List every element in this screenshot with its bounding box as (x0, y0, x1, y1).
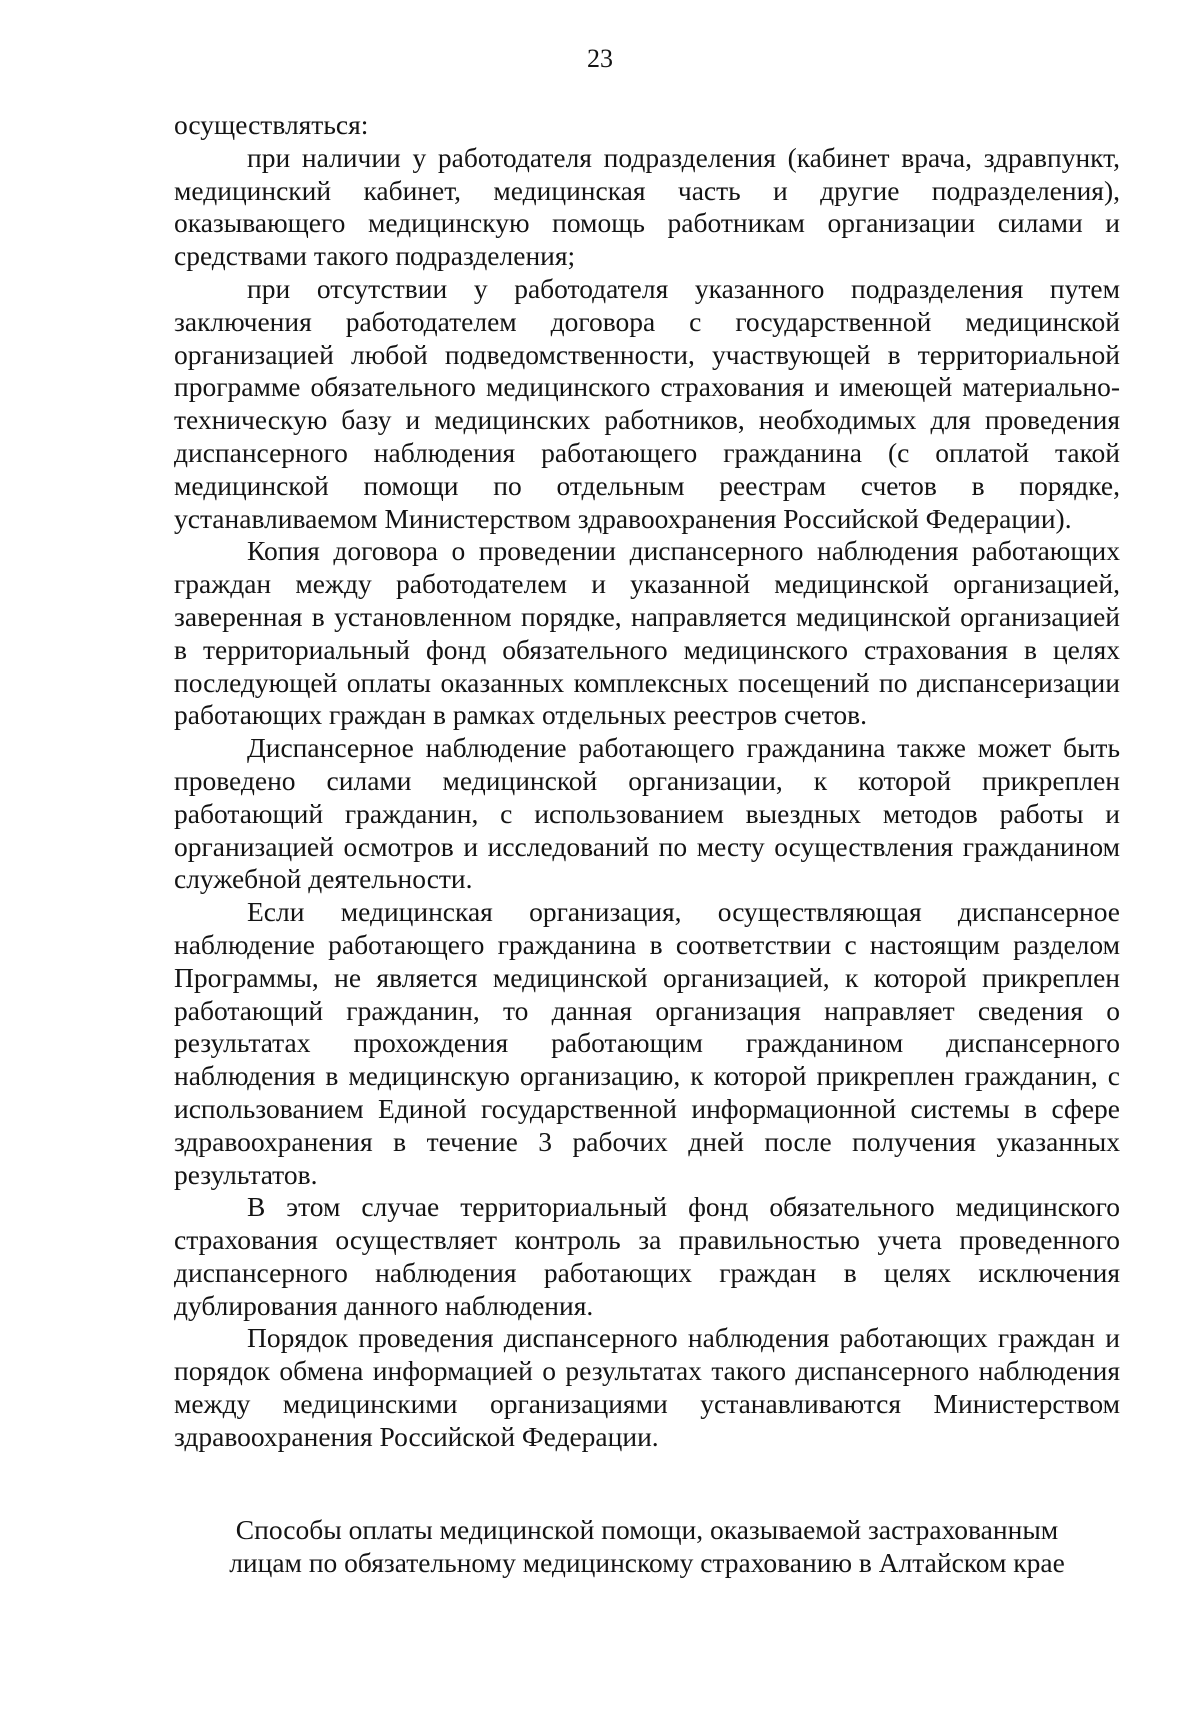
section-heading (174, 1513, 1120, 1579)
body-text (174, 109, 1120, 1454)
paragraph-contract-copy: Копия договора о проведении диспансерного наблюдения работающих граждан между работодателем и указанной медицинской организацией, заверенная в установленном порядке, направляется медицинской организацией в территориальный фонд обязательного медицинского страхования в целях последующей оплаты оказанных комплексных посещений по диспансеризации работающих граждан в рамках отдельных реестров счетов. (174, 535, 1120, 731)
paragraph-fund-control: В этом случае территориальный фонд обязательного медицинского страхования осуществляет контроль за правильностью учета проведенного диспансерного наблюдения работающих граждан в целях исключения дублирования данного наблюдения. (174, 1191, 1120, 1321)
paragraph-continuation: осуществляться: (174, 109, 369, 140)
paragraph-information-transfer: Если медицинская организация, осуществляющая диспансерное наблюдение работающего гражданина в соответствии с настоящим разделом Программы, не является медицинской организацией, к которой прикреплен работающий гражданин, то данная организация направляет сведения о результатах прохождения работающим гражданином диспансерного наблюдения в медицинскую организацию, к которой прикреплен гражданин, с использованием Единой государственной информационной системы в сфере здравоохранения в течение 3 рабочих дней после получения указанных результатов. (174, 896, 1120, 1190)
section-heading-line-1: Способы оплаты медицинской помощи, оказываемой застрахованным (235, 1514, 1059, 1545)
paragraph-with-department: при наличии у работодателя подразделения (кабинет врача, здравпункт, медицинский кабинет, медицинская часть и другие подразделения), оказывающего медицинскую помощь работникам организации силами и средствами такого подразделения; (174, 141, 1120, 272)
paragraph-attached-organization: Диспансерное наблюдение работающего гражданина также может быть проведено силами медицинской организации, к которой прикреплен работающий гражданин, с использованием выездных методов работы и организацией осмотров и исследований по месту осуществления гражданином служебной деятельности. (174, 732, 1120, 895)
paragraph-without-department: при отсутствии у работодателя указанного подразделения путем заключения работодателем договора с государственной медицинской организацией любой подведомственности, участвующей в территориальной программе обязательного медицинского страхования и имеющей материально-техническую базу и медицинских работников, необходимых для проведения диспансерного наблюдения работающего гражданина (с оплатой такой медицинской помощи по отдельным реестрам счетов в порядке, устанавливаемом Министерством здравоохранения Российской Федерации). (174, 272, 1120, 534)
section-heading-line-2: лицам по обязательному медицинскому страхованию в Алтайском крае (229, 1547, 1065, 1578)
page-number: 23 (587, 44, 613, 73)
paragraph-procedure: Порядок проведения диспансерного наблюдения работающих граждан и порядок обмена информацией о результатах такого диспансерного наблюдения между медицинскими организациями устанавливаются Министерством здравоохранения Российской Федерации. (174, 1322, 1120, 1452)
